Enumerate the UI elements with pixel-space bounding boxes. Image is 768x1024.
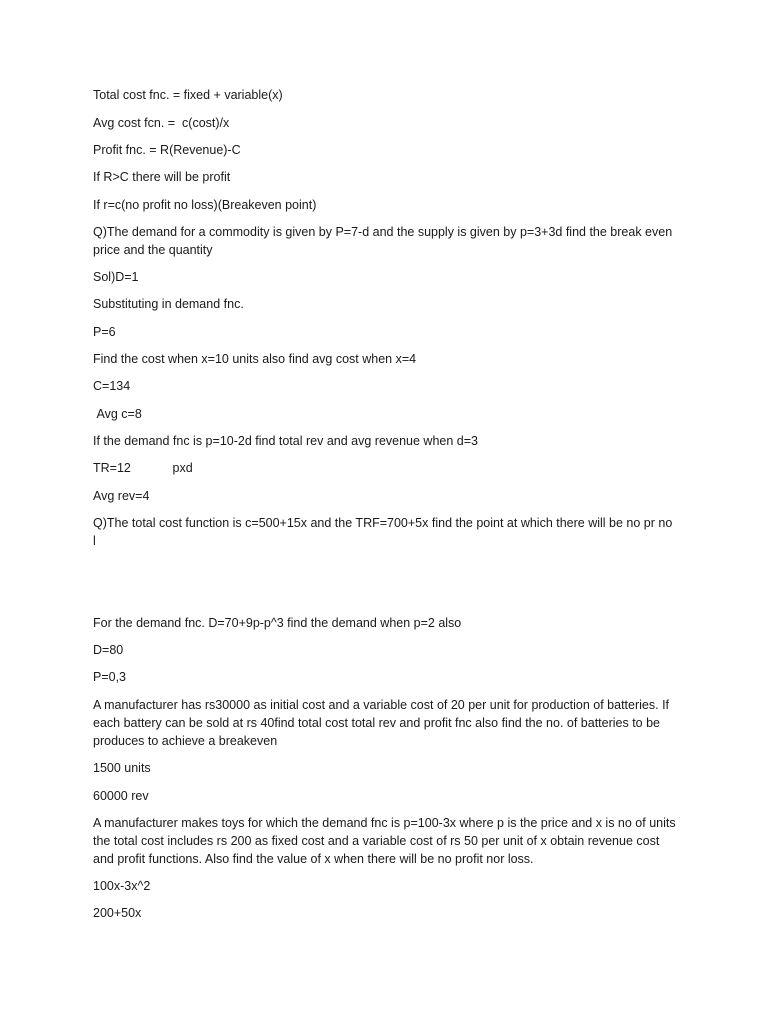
paragraph-avg-cost: Avg cost fcn. = c(cost)/x bbox=[93, 116, 230, 130]
paragraph-answer: D=80 bbox=[93, 643, 124, 657]
paragraph-answer: 100x-3x^2 bbox=[93, 879, 151, 893]
paragraph-answer: C=134 bbox=[93, 379, 131, 393]
paragraph-question: Q)The total cost function is c=500+15x and the TRF=700+5x find the point at which there will be no pr no l bbox=[93, 516, 676, 548]
paragraph-profit: Profit fnc. = R(Revenue)-C bbox=[93, 143, 241, 157]
paragraph-answer: Sol)D=1 bbox=[93, 270, 139, 284]
paragraph-question: A manufacturer makes toys for which the demand fnc is p=100-3x where p is the price and x is no of units the total cost includes rs 200 as fixed cost and a variable cost of rs 50 per unit of x obtain revenue cost and profit functions. Also find the value of x when there will be no profit nor loss. bbox=[93, 816, 680, 866]
paragraph-question: For the demand fnc. D=70+9p-p^3 find the demand when p=2 also bbox=[93, 616, 462, 630]
paragraph-answer: 1500 units bbox=[93, 761, 151, 775]
paragraph-total-cost: Total cost fnc. = fixed + variable(x) bbox=[93, 88, 283, 102]
paragraph-question: A manufacturer has rs30000 as initial cost and a variable cost of 20 per unit for production of batteries. If each battery can be sold at rs 40find total cost total rev and profit fnc also find the no. of batteries to be produces to achieve a breakeven bbox=[93, 698, 673, 748]
paragraph-question: Find the cost when x=10 units also find avg cost when x=4 bbox=[93, 352, 417, 366]
paragraph-answer: 200+50x bbox=[93, 906, 142, 920]
paragraph-answer: Avg c=8 bbox=[93, 407, 142, 421]
paragraph-breakeven: If r=c(no profit no loss)(Breakeven point) bbox=[93, 198, 317, 212]
paragraph-answer: Avg rev=4 bbox=[93, 489, 150, 503]
paragraph-question: Q)The demand for a commodity is given by P=7-d and the supply is given by p=3+3d find the break even price and the quantity bbox=[93, 225, 676, 257]
paragraph-answer: P=6 bbox=[93, 325, 116, 339]
paragraph-answer: TR=12 pxd bbox=[93, 461, 193, 475]
paragraph-question: If the demand fnc is p=10-2d find total rev and avg revenue when d=3 bbox=[93, 434, 478, 448]
paragraph-answer: P=0,3 bbox=[93, 670, 127, 684]
paragraph-answer: 60000 rev bbox=[93, 789, 149, 803]
paragraph-text: Substituting in demand fnc. bbox=[93, 297, 244, 311]
paragraph-profit-rule: If R>C there will be profit bbox=[93, 170, 231, 184]
